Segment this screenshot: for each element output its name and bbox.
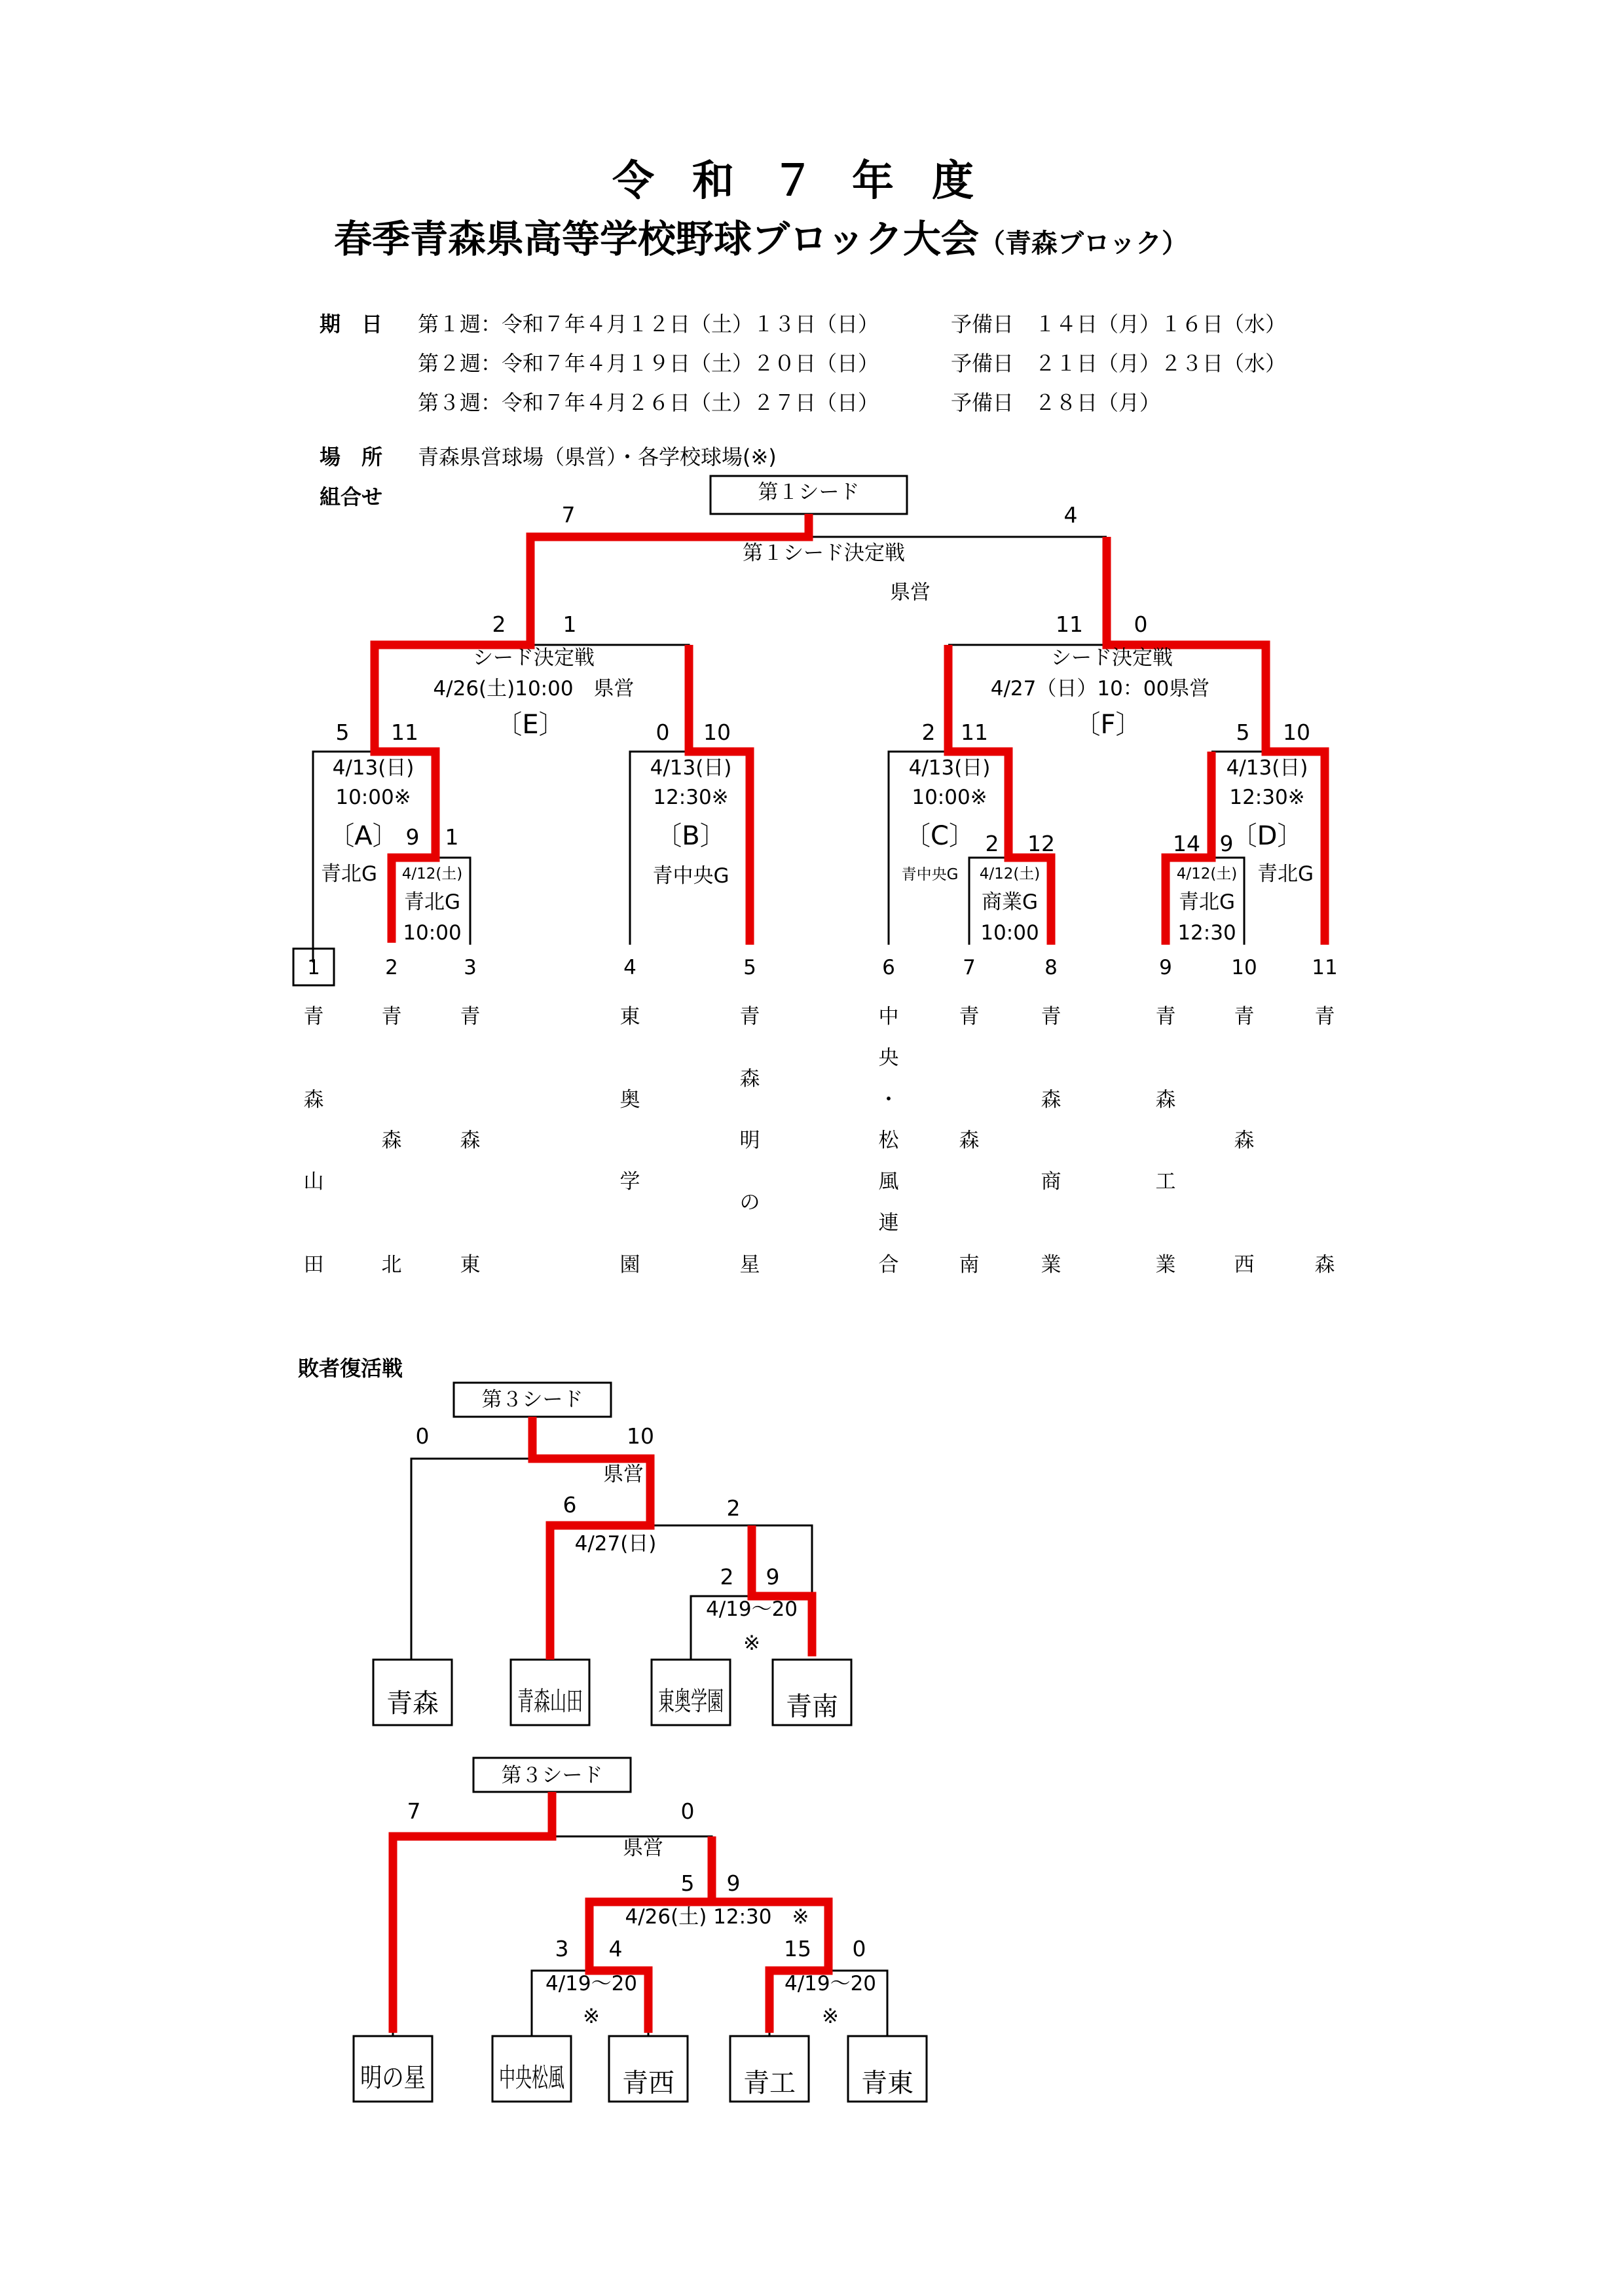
team-9-char-1: 青 — [1155, 1005, 1176, 1029]
final-name: 第１シード決定戦 — [743, 541, 905, 565]
rep2-team-4: 青工 — [743, 2068, 796, 2098]
team-6-char-7: 合 — [878, 1253, 899, 1277]
rep2-team-5: 青東 — [861, 2068, 913, 2098]
rep2-left-score-1: 3 — [555, 1936, 569, 1961]
team-5-char-2: 森 — [739, 1067, 760, 1091]
semi-left-when: 4/26(土)10:00 県営 — [433, 677, 635, 701]
schedule-label: 期 日 — [320, 312, 383, 337]
rep2-team-3: 青西 — [622, 2068, 674, 2098]
rep1-low-date: 4/19～20 — [705, 1597, 798, 1621]
rep1-team-4: 青南 — [786, 1692, 838, 1722]
game-d2-score-2: 9 — [1219, 831, 1234, 856]
team-6-char-6: 連 — [878, 1211, 899, 1235]
team-1-char-1: 青 — [303, 1005, 324, 1029]
game-a-venue: 青北G — [320, 862, 378, 886]
team-5-char-1: 青 — [739, 1005, 760, 1029]
team-10-char-3: 西 — [1234, 1253, 1255, 1277]
bracket-label: 組合せ — [320, 484, 383, 509]
team-8-char-3: 商 — [1041, 1170, 1061, 1194]
rep1-mid-score-2: 2 — [726, 1495, 741, 1521]
team-no-4: 4 — [623, 956, 637, 979]
title-line-1: 令和７年度 — [612, 157, 1012, 206]
rep2-mid-score-1: 5 — [680, 1870, 695, 1896]
game-b-score-2: 10 — [703, 720, 731, 745]
team-1-char-2: 森 — [303, 1088, 324, 1112]
game-d-venue: 青北G — [1257, 862, 1314, 886]
team-6-char-5: 風 — [878, 1170, 899, 1194]
game-b-venue: 青中央G — [652, 864, 729, 888]
team-7-char-1: 青 — [959, 1005, 980, 1029]
team-2-char-2: 森 — [381, 1129, 402, 1152]
rep2-right-mark: ※ — [822, 2005, 839, 2028]
game-d-date: 4/13(日) — [1226, 756, 1308, 780]
game-d2-score-1: 14 — [1173, 831, 1200, 856]
game-c2-score-2: 12 — [1027, 831, 1055, 856]
schedule-week-2: 第２週：令和７年４月１９日（土）２０日（日） — [418, 351, 879, 376]
team-9-char-3: 工 — [1155, 1170, 1176, 1194]
team-3-char-1: 青 — [460, 1005, 481, 1029]
team-6-char-4: 松 — [878, 1129, 899, 1152]
game-c-time: 10:00※ — [912, 786, 987, 809]
title-sub: （青森ブロック） — [978, 228, 1189, 259]
team-11-char-2: 森 — [1314, 1253, 1335, 1277]
semi-left-score-2: 1 — [563, 611, 577, 637]
rep1-mid-date: 4/27(日) — [574, 1532, 657, 1556]
rep2-mid-score-2: 9 — [726, 1870, 741, 1896]
game-d2-time: 12:30 — [1177, 921, 1236, 945]
game-d-time: 12:30※ — [1229, 786, 1305, 809]
team-4-char-4: 園 — [619, 1253, 640, 1277]
semi-right-score-1: 11 — [1056, 611, 1083, 637]
schedule-week-3: 第３週：令和７年４月２６日（土）２７日（日） — [418, 390, 879, 415]
game-c-date: 4/13(日) — [908, 756, 991, 780]
venue-label: 場 所 — [320, 445, 383, 469]
team-10-char-2: 森 — [1234, 1129, 1255, 1152]
team-2-char-3: 北 — [381, 1253, 402, 1277]
team-no-5: 5 — [743, 956, 756, 979]
team-6-char-3: ・ — [878, 1088, 899, 1112]
team-7-char-3: 南 — [959, 1253, 980, 1277]
rep2-team-1: 明の星 — [360, 2063, 426, 2093]
rep1-top-line — [411, 1459, 650, 1660]
team-1-char-3: 山 — [303, 1170, 324, 1194]
team-4-char-2: 奥 — [619, 1088, 640, 1112]
rep1-seed-label: 第３シード — [481, 1388, 583, 1412]
rep1-team-3: 東奥学園 — [658, 1686, 724, 1717]
semi-right-when: 4/27（日）10：00県営 — [990, 677, 1210, 701]
rep2-right-date: 4/19～20 — [784, 1972, 877, 1995]
game-a2-score-2: 1 — [445, 824, 459, 850]
team-6-char-1: 中 — [878, 1005, 899, 1029]
game-d2-date: 4/12(土) — [1176, 866, 1238, 883]
game-d-tag: 〔D〕 — [1230, 821, 1304, 851]
rep2-winner-path-2 — [589, 1836, 712, 2033]
game-a2-time: 10:00 — [403, 921, 462, 945]
rep1-mid-score-1: 6 — [563, 1492, 577, 1518]
rep2-seed-label: 第３シード — [501, 1764, 603, 1787]
team-2-char-1: 青 — [381, 1005, 402, 1029]
team-9-char-2: 森 — [1155, 1088, 1176, 1112]
game-b-tag: 〔B〕 — [655, 821, 726, 851]
team-8-char-4: 業 — [1041, 1253, 1061, 1277]
rep2-left-date: 4/19～20 — [545, 1972, 638, 1995]
rep1-top-score-1: 0 — [415, 1423, 430, 1449]
rep2-top-score-1: 7 — [407, 1798, 421, 1824]
title-main: 春季青森県高等学校野球ブロック大会 — [334, 217, 979, 261]
team-7-char-2: 森 — [959, 1129, 980, 1152]
game-d-score-1: 5 — [1236, 720, 1250, 745]
rep2-left-score-2: 4 — [608, 1936, 623, 1961]
rep2-team-2: 中央松風 — [499, 2063, 564, 2093]
semi-left-name: シード決定戦 — [473, 646, 595, 670]
team-5-char-4: の — [739, 1191, 760, 1214]
game-a-tag: 〔A〕 — [328, 821, 399, 851]
rep1-top-venue: 県営 — [603, 1463, 644, 1486]
rep2-top-venue: 県営 — [623, 1836, 663, 1860]
game-d2-venue: 青北G — [1178, 890, 1236, 914]
team-6-char-2: 央 — [878, 1046, 899, 1070]
venue-text: 青森県営球場（県営）・各学校球場(※) — [418, 445, 777, 469]
team-no-10: 10 — [1231, 956, 1257, 979]
game-b-date: 4/13(日) — [650, 756, 732, 780]
game-c-score-1: 2 — [921, 720, 936, 745]
team-8-char-2: 森 — [1041, 1088, 1061, 1112]
schedule-spare-2: 予備日 ２１日（月）２３日（水） — [951, 351, 1287, 376]
final-venue: 県営 — [890, 581, 931, 604]
game-c-tag: 〔C〕 — [904, 821, 975, 851]
game-a-score-2: 11 — [391, 720, 418, 745]
rep2-mid-date: 4/26(土) 12:30 ※ — [625, 1905, 809, 1929]
game-c-venue: 青中央G — [901, 866, 959, 883]
rep1-top-score-2: 10 — [627, 1423, 654, 1449]
game-c2-time: 10:00 — [980, 921, 1039, 945]
team-no-9: 9 — [1159, 956, 1172, 979]
rep1-team-2: 青森山田 — [517, 1686, 583, 1717]
semi-left-score-1: 2 — [492, 611, 506, 637]
final-score-right: 4 — [1063, 502, 1078, 528]
semi-right-name: シード決定戦 — [1051, 646, 1173, 670]
semi-right-tag: 〔F〕 — [1074, 710, 1142, 740]
game-a-score-1: 5 — [335, 720, 350, 745]
semi-left-tag: 〔E〕 — [496, 710, 565, 740]
rep2-winner-path-1 — [393, 1792, 552, 2033]
rep2-right-score-2: 0 — [852, 1936, 866, 1961]
team-11-char-1: 青 — [1314, 1005, 1335, 1029]
team-4-char-1: 東 — [619, 1005, 640, 1029]
team-no-1: 1 — [307, 956, 320, 979]
game-c-score-2: 11 — [961, 720, 988, 745]
game-a2-date: 4/12(土) — [401, 866, 463, 883]
rep2-right-score-1: 15 — [784, 1936, 811, 1961]
team-no-3: 3 — [464, 956, 477, 979]
team-3-char-3: 東 — [460, 1253, 481, 1277]
team-no-6: 6 — [882, 956, 895, 979]
team-1-char-4: 田 — [303, 1253, 324, 1277]
team-8-char-1: 青 — [1041, 1005, 1061, 1029]
team-no-2: 2 — [385, 956, 398, 979]
rep1-low-score-1: 2 — [720, 1564, 734, 1590]
team-5-char-3: 明 — [739, 1129, 760, 1152]
team-5-char-5: 星 — [739, 1253, 760, 1277]
semi-right-score-2: 0 — [1134, 611, 1148, 637]
schedule-spare-1: 予備日 １４日（月）１６日（水） — [951, 312, 1287, 337]
seed1-label: 第１シード — [758, 481, 860, 504]
schedule-week-1: 第１週：令和７年４月１２日（土）１３日（日） — [418, 312, 879, 337]
game-a-date: 4/13(日) — [332, 756, 415, 780]
rep2-top-score-2: 0 — [680, 1798, 695, 1824]
team-9-char-4: 業 — [1155, 1253, 1176, 1277]
rep1-low-score-2: 9 — [766, 1564, 780, 1590]
game-b-time: 12:30※ — [653, 786, 729, 809]
team-no-8: 8 — [1044, 956, 1058, 979]
game-a-time: 10:00※ — [335, 786, 411, 809]
team-4-char-3: 学 — [619, 1170, 640, 1194]
game-c2-score-1: 2 — [985, 831, 999, 856]
rep1-low-mark: ※ — [743, 1631, 760, 1655]
game-c2-venue: 商業G — [981, 890, 1039, 914]
rep1-team-1: 青森 — [386, 1688, 439, 1719]
game-c2-date: 4/12(土) — [979, 866, 1041, 883]
game-b-score-1: 0 — [655, 720, 670, 745]
rep1-winner-path-2 — [752, 1525, 812, 1656]
repechage-label: 敗者復活戦 — [298, 1356, 403, 1381]
schedule-spare-3: 予備日 ２８日（月） — [951, 390, 1161, 415]
rep2-left-mark: ※ — [583, 2005, 600, 2028]
final-score-left: 7 — [561, 502, 576, 528]
team-3-char-2: 森 — [460, 1129, 481, 1152]
team-no-11: 11 — [1312, 956, 1338, 979]
game-d-score-2: 10 — [1283, 720, 1310, 745]
game-a2-score-1: 9 — [405, 824, 420, 850]
game-a2-venue: 青北G — [403, 890, 461, 914]
team-no-7: 7 — [963, 956, 976, 979]
rep2-top-line — [393, 1836, 712, 2036]
team-10-char-1: 青 — [1234, 1005, 1255, 1029]
